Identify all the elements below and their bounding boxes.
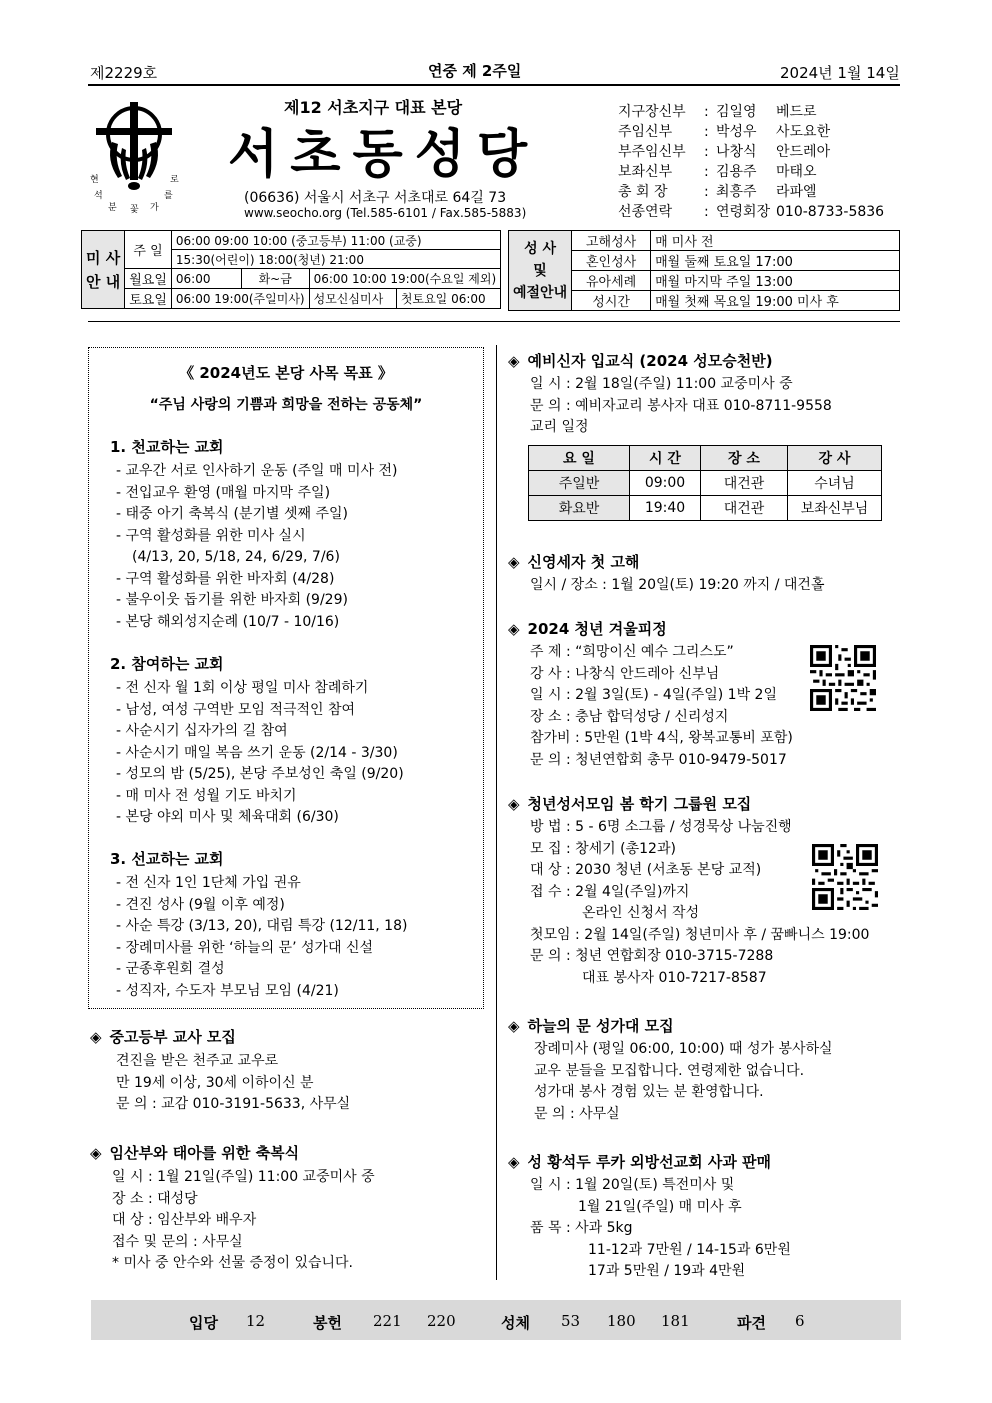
news-line: 대표 봉사자 010-7217-8587 (582, 969, 767, 986)
news-line: * 미사 중 안수와 선물 증정이 있습니다. (112, 1255, 354, 1271)
table-cell: 대건관 (701, 496, 788, 521)
youth-retreat-section (508, 618, 793, 771)
news-line: 17과 5만원 / 19과 4만원 (588, 1263, 746, 1279)
news-line: 장 소 : 대성당 (112, 1190, 198, 1207)
parish-website[interactable]: www.seocho.org (Tel.585-6101 / Fax.585-5883) (244, 206, 527, 220)
goal-heading: 1. 천교하는 교회 (110, 438, 224, 456)
rite-value: 매월 둘째 토요일 17:00 (651, 251, 900, 271)
clergy-role: 총 회 장 (618, 184, 668, 200)
parish-logo-icon (88, 98, 180, 216)
logo-letter-2: 로 (170, 175, 179, 185)
rite-name: 혼인성사 (572, 251, 651, 271)
news-line: 만 19세 이상, 30세 이하이신 분 (116, 1074, 314, 1091)
logo-letter-1: 현 (90, 175, 99, 185)
table-row (529, 496, 882, 521)
goal-section-1 (110, 436, 397, 633)
mass-label: 미 사 안 내 (82, 231, 125, 309)
entrance-hymn: 12 (246, 1312, 266, 1330)
goal-item: - 구역 활성화를 위한 미사 실시 (116, 527, 306, 544)
diamond-icon: ◈ (508, 620, 520, 638)
news-line: 교우 분들을 모집합니다. 연령제한 없습니다. (534, 1062, 805, 1079)
weekday-label: 화~금 (241, 269, 309, 289)
goal-section-3 (110, 848, 407, 1002)
news-line: 온라인 신청서 작성 (582, 905, 700, 921)
table-header: 요 일 (529, 446, 630, 471)
goal-item: - 본당 해외성지순례 (10/7 - 10/16) (116, 613, 340, 630)
goal-section-2 (110, 653, 404, 829)
clergy-name: 김용주 (716, 164, 757, 180)
clergy-role: 주임신부 (618, 124, 673, 140)
rite-name: 고해성사 (572, 231, 651, 251)
clergy-row: 보좌신부 : 김용주 마태오 (618, 164, 817, 180)
clergy-baptism: 라파엘 (776, 184, 817, 200)
rite-name: 성시간 (572, 291, 651, 311)
news-heading: ◈ 성 황석두 루카 외방선교회 사과 판매 (508, 1153, 772, 1171)
news-line: 장 소 : 충남 합덕성당 / 신리성지 (530, 708, 729, 725)
goal-item: - 사순시기 매일 복음 쓰기 운동 (2/14 - 3/30) (116, 744, 398, 761)
sunday-times-2: 15:30(어린이) 18:00(청년) 21:00 (171, 250, 500, 269)
table-header: 장 소 (701, 446, 788, 471)
liturgy-footer-bar (91, 1300, 901, 1340)
goal-item: - 교우간 서로 인사하기 운동 (주일 매 미사 전) (116, 463, 398, 479)
goal-item: - 불우이웃 돕기를 위한 바자회 (9/29) (116, 592, 348, 608)
news-line: 주 제 : “희망이신 예수 그리스도” (530, 644, 734, 660)
clergy-name: 나창식 (716, 144, 757, 160)
issue-number: 제2229호 (90, 64, 158, 82)
news-heading: ◈ 청년성서모임 봄 학기 그룹원 모집 (508, 795, 752, 813)
rite-name: 유아세례 (572, 271, 651, 291)
goal-heading: 3. 선교하는 교회 (110, 850, 224, 868)
communion-label: 성체 (501, 1314, 530, 1332)
news-line: 대 상 : 2030 청년 (서초동 본당 교적) (530, 862, 762, 878)
clergy-baptism: 010-8733-5836 (776, 204, 885, 220)
communion-hymn-1: 53 (561, 1312, 581, 1330)
news-line: 견진을 받은 천주교 교우로 (116, 1053, 279, 1069)
diamond-icon: ◈ (508, 352, 520, 370)
news-line: 11-12과 7만원 / 14-15과 6만원 (588, 1241, 791, 1258)
news-line: 첫모임 : 2월 14일(주일) 청년미사 후 / 꿈빠니스 19:00 (530, 926, 870, 943)
goal-item: - 전 신자 월 1회 이상 평일 미사 참례하기 (116, 680, 369, 696)
goal-item: - 남성, 여성 구역반 모임 적극적인 참여 (116, 701, 356, 718)
news-line: 일 시 : 2월 18일(주일) 11:00 교중미사 중 (530, 376, 793, 392)
clergy-name: 연령회장 (716, 204, 771, 220)
news-heading: ◈ 신영세자 첫 고해 (508, 553, 640, 571)
goals-motto: “주님 사랑의 기쁨과 희망을 전하는 공동체” (149, 397, 423, 413)
news-line: 강 사 : 나창식 안드레아 신부님 (530, 665, 720, 682)
goal-item: - 구역 활성화를 위한 바자회 (4/28) (116, 570, 335, 587)
news-line: 문 의 : 청년 연합회장 010-3715-7288 (530, 948, 774, 964)
news-line: 대 상 : 임산부와 배우자 (112, 1212, 257, 1228)
clergy-baptism: 안드레아 (776, 144, 831, 160)
parish-address: (06636) 서울시 서초구 서초대로 64길 73 (244, 190, 507, 206)
monday-label: 월요일 (125, 269, 172, 289)
clergy-name: 최흥주 (716, 184, 757, 200)
diamond-icon: ◈ (90, 1028, 102, 1046)
clergy-role: 부주임신부 (618, 144, 686, 160)
news-heading: ◈ 2024 청년 겨울피정 (508, 620, 667, 638)
dismissal-hymn: 6 (795, 1312, 805, 1330)
news-heading: ◈ 하늘의 문 성가대 모집 (508, 1017, 674, 1035)
table-cell: 보좌신부님 (788, 496, 882, 521)
table-header: 강 사 (788, 446, 882, 471)
clergy-list (618, 102, 908, 222)
logo-letter-6: 꽃 (130, 205, 139, 215)
clergy-role: 선종연락 (618, 204, 673, 220)
clergy-row: 주임신부 : 박성우 사도요한 (618, 124, 831, 140)
news-line: 장례미사 (평일 06:00, 10:00) 때 성가 봉사하실 (534, 1041, 833, 1057)
retreat-qr-code-icon[interactable] (810, 645, 876, 711)
saturday-mary-mass: 성모신심미사 (309, 289, 396, 309)
news-line: 교리 일정 (530, 419, 589, 435)
weekday-time: 06:00 10:00 19:00(수요일 제외) (309, 269, 501, 289)
news-line: 일 시 : 1월 21일(주일) 11:00 교중미사 중 (112, 1169, 375, 1185)
news-line: 방 법 : 5 - 6명 소그룹 / 성경묵상 나눔진행 (530, 819, 792, 835)
goal-heading: 2. 참여하는 교회 (110, 655, 224, 673)
rite-value: 매 미사 전 (651, 231, 900, 251)
diamond-icon: ◈ (508, 1017, 520, 1035)
rite-value: 매월 마지막 주일 13:00 (651, 271, 900, 291)
table-header: 시 간 (630, 446, 701, 471)
choir-recruit-section (508, 1015, 833, 1125)
news-line: 참가비 : 5만원 (1박 4식, 왕복교통비 포함) (530, 730, 793, 746)
goal-item: - 본당 야외 미사 및 체육대회 (6/30) (116, 809, 339, 825)
news-line: 문 의 : 사무실 (534, 1105, 620, 1122)
clergy-row: 부주임신부 : 나창식 안드레아 (618, 144, 831, 160)
sunday-times-1: 06:00 09:00 10:00 (중고등부) 11:00 (교중) (171, 231, 500, 250)
news-line: 모 집 : 창세기 (총12과) (530, 840, 676, 857)
column-divider (496, 345, 497, 1280)
sunday-label: 주 일 (125, 231, 172, 269)
news-line: 접 수 : 2월 4일(주일)까지 (530, 883, 690, 900)
goal-item: - 장례미사를 위한 ‘하늘의 문’ 성가대 신설 (116, 939, 374, 956)
goal-item: - 군종후원회 결성 (116, 961, 225, 977)
sacrament-label: 성 사 및 예절안내 (509, 231, 572, 311)
clergy-name: 김일영 (716, 104, 757, 120)
goal-item: - 전입교우 환영 (매월 마지막 주일) (116, 484, 331, 501)
goal-item: - 태중 아기 축복식 (분기별 셋째 주일) (116, 506, 349, 522)
dismissal-label: 파견 (737, 1314, 766, 1332)
issue-date: 2024년 1월 14일 (780, 64, 900, 82)
teacher-recruit-section (90, 1026, 350, 1116)
news-line: 문 의 : 예비자교리 봉사자 대표 010-8711-9558 (530, 397, 832, 414)
logo-letter-4: 를 (164, 191, 173, 201)
news-line: 성가대 봉사 경험 있는 분 환영합니다. (534, 1084, 764, 1100)
clergy-row: 선종연락 : 연령회장 010-8733-5836 (618, 204, 885, 220)
logo-letter-7: 가 (150, 203, 159, 213)
goals-title: 《 2024년도 본당 사목 목표 》 (179, 364, 393, 382)
table-cell: 19:40 (630, 496, 701, 521)
diamond-icon: ◈ (90, 1144, 102, 1162)
news-line: 1월 21일(주일) 매 미사 후 (578, 1198, 742, 1215)
saturday-time: 06:00 19:00(주일미사) (171, 289, 309, 309)
communion-hymn-2: 180 (607, 1312, 636, 1330)
goal-item: - 성직자, 수도자 부모님 모임 (4/21) (116, 982, 339, 999)
rite-value: 매월 첫째 목요일 19:00 미사 후 (651, 291, 900, 311)
clergy-role: 지구장신부 (618, 104, 686, 120)
logo-letter-3: 석 (94, 191, 103, 201)
news-line: 품 목 : 사과 5kg (530, 1220, 633, 1236)
table-cell: 화요반 (529, 496, 630, 521)
top-rule (88, 84, 900, 86)
goal-item: - 매 미사 전 성월 기도 바치기 (116, 787, 297, 804)
table-cell: 수녀님 (788, 471, 882, 496)
goal-item: - 견진 성사 (9월 이후 예정) (116, 896, 285, 913)
saturday-label: 토요일 (125, 289, 172, 309)
catechism-schedule-table (528, 445, 882, 521)
news-line: 문 의 : 교감 010-3191-5633, 사무실 (116, 1096, 351, 1112)
clergy-row: 총 회 장 : 최흥주 라파엘 (618, 184, 817, 200)
sacrament-table (508, 230, 900, 311)
apple-sale-section (508, 1151, 791, 1283)
table-cell: 대건관 (701, 471, 788, 496)
goal-item: - 성모의 밤 (5/25), 본당 주보성인 축일 (9/20) (116, 766, 404, 782)
communion-hymn-3: 181 (661, 1312, 690, 1330)
parish-title: 서초동성당 (228, 125, 540, 185)
entrance-label: 입당 (189, 1314, 218, 1332)
liturgical-week: 연중 제 2주일 (428, 62, 522, 80)
logo-letter-5: 분 (108, 203, 117, 213)
pregnancy-blessing-section (90, 1142, 375, 1275)
clergy-name: 박성우 (716, 124, 757, 140)
clergy-role: 보좌신부 (618, 164, 673, 180)
clergy-baptism: 사도요한 (776, 124, 831, 140)
first-confession-section (508, 551, 824, 597)
offertory-hymn-2: 220 (427, 1312, 456, 1330)
news-line: 일시 / 장소 : 1월 20일(토) 19:20 까지 / 대건홀 (530, 577, 825, 593)
table-cell: 주일반 (529, 471, 630, 496)
clergy-row: 지구장신부 : 김일영 베드로 (618, 104, 817, 120)
goal-item: - 사순시기 십자가의 길 참여 (116, 723, 288, 739)
table-row (529, 471, 882, 496)
news-line: 일 시 : 1월 20일(토) 특전미사 및 (530, 1177, 735, 1193)
diamond-icon: ◈ (508, 795, 520, 813)
monday-time: 06:00 (171, 269, 241, 289)
clergy-baptism: 마태오 (776, 164, 817, 180)
diamond-icon: ◈ (508, 553, 520, 571)
news-heading: ◈ 중고등부 교사 모집 (90, 1028, 236, 1046)
table-cell: 09:00 (630, 471, 701, 496)
goal-item: - 전 신자 1인 1단체 가입 권유 (116, 875, 301, 891)
news-heading: ◈ 임산부와 태아를 위한 축복식 (90, 1144, 300, 1162)
catechumen-section (508, 350, 832, 439)
bible-group-qr-code-icon[interactable] (812, 844, 878, 910)
news-line: 접수 및 문의 : 사무실 (112, 1233, 243, 1250)
clergy-baptism: 베드로 (776, 104, 817, 120)
first-saturday: 첫토요일 06:00 (396, 289, 500, 309)
news-heading: ◈ 예비신자 입교식 (2024 성모승천반) (508, 352, 773, 370)
parish-subtitle: 제12 서초지구 대표 본당 (284, 98, 463, 117)
news-line: 문 의 : 청년연합회 총무 010-9479-5017 (530, 751, 787, 768)
mass-schedule-table (81, 230, 501, 309)
goal-item: - 사순 특강 (3/13, 20), 대림 특강 (12/11, 18) (116, 918, 408, 934)
offertory-label: 봉헌 (313, 1314, 342, 1332)
header-separator (88, 321, 900, 322)
diamond-icon: ◈ (508, 1153, 520, 1171)
news-line: 일 시 : 2월 3일(토) - 4일(주일) 1박 2일 (530, 687, 777, 703)
goal-item: (4/13, 20, 5/18, 24, 6/29, 7/6) (132, 549, 340, 565)
offertory-hymn-1: 221 (373, 1312, 402, 1330)
